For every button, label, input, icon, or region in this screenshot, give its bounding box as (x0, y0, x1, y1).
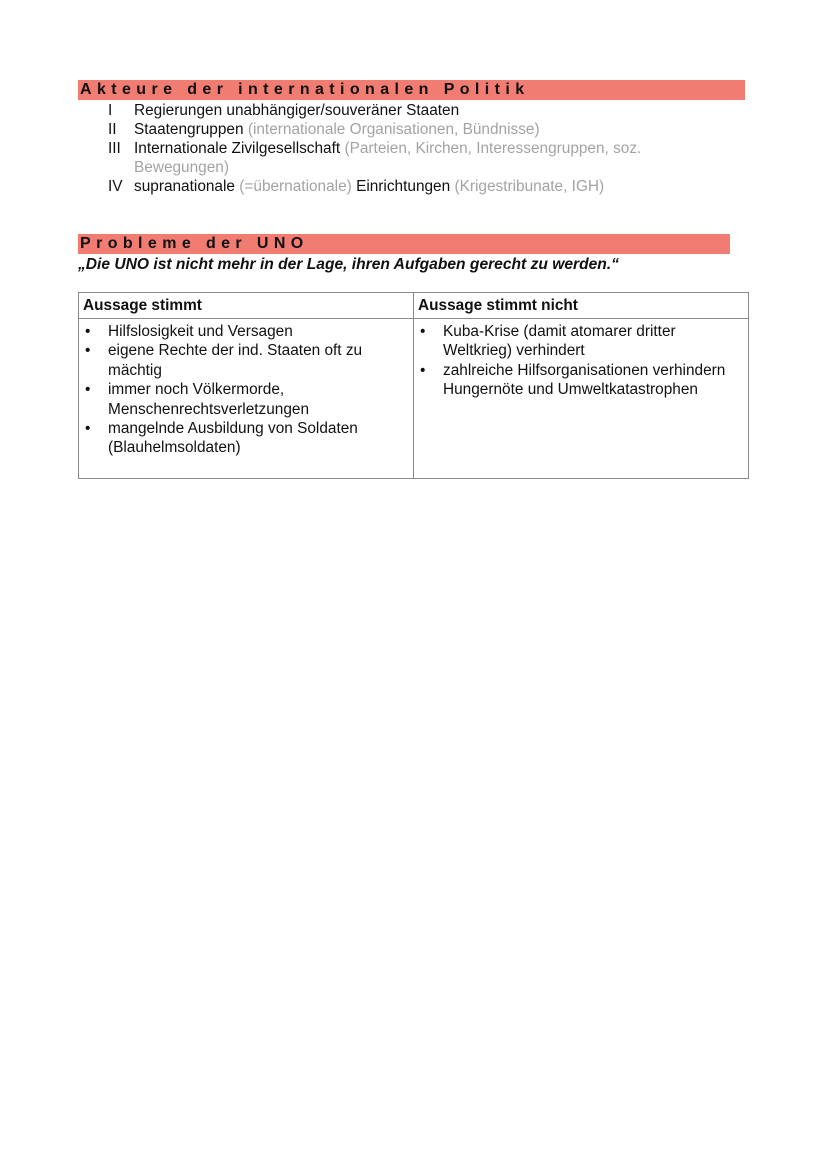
list-item (83, 322, 409, 341)
bullet-list (418, 322, 744, 400)
list-item (83, 341, 409, 380)
list-item-text: zahlreiche Hilfsorganisationen verhindern Hungernöte und Umweltkatastrophen (443, 361, 726, 399)
bullet-icon: • (85, 323, 91, 340)
roman-numeral: I (108, 102, 113, 119)
actor-main: Internationale Zivilgesellschaft (134, 140, 341, 157)
actor-item (96, 177, 716, 196)
actor-main: Regierungen unabhängiger/souveräner Staaten (134, 102, 460, 119)
bullet-icon: • (85, 381, 91, 399)
cell-aussage-stimmt-nicht (414, 319, 749, 479)
actor-text (134, 101, 716, 120)
roman-numeral: IV (108, 178, 123, 195)
list-item (83, 380, 409, 419)
table-header-row (79, 293, 749, 319)
roman-numeral: III (108, 140, 121, 157)
actor-note: (=übernationale) (239, 178, 352, 195)
bullet-icon: • (85, 342, 91, 360)
list-item-text: Kuba-Krise (damit atomarer dritter Weltkrieg) verhindert (443, 323, 676, 360)
statements-table (78, 292, 749, 479)
table-row (79, 319, 749, 479)
list-item-text: mangelnde Ausbildung von Soldaten (Blauhelmsoldaten) (108, 420, 358, 457)
uno-quote: „Die UNO ist nicht mehr in der Lage, ihren Aufgaben gerecht zu werden.“ (78, 256, 619, 273)
list-item (418, 361, 744, 400)
actor-note-2: (Krigestribunate, IGH) (454, 178, 605, 195)
actor-item (96, 101, 716, 120)
list-item (83, 419, 409, 458)
actor-text (134, 139, 716, 177)
cell-aussage-stimmt (79, 319, 414, 479)
bullet-list (83, 322, 409, 458)
list-item (418, 322, 744, 361)
header-aussage-stimmt: Aussage stimmt (79, 293, 414, 319)
actor-main-continued: Einrichtungen (356, 178, 451, 195)
section-heading-uno: Probleme der UNO (78, 234, 730, 254)
actor-text (134, 120, 716, 139)
actor-note: (Parteien, Kirchen, Interessengruppen, soz. Bewegungen) (134, 140, 642, 176)
bullet-icon: • (85, 420, 91, 438)
bullet-icon: • (420, 323, 426, 340)
actor-note: (internationale Organisationen, Bündnisse) (247, 121, 540, 138)
actor-item (96, 120, 716, 139)
roman-numeral: II (108, 121, 117, 138)
list-item-text: Hilfslosigkeit und Versagen (108, 323, 293, 340)
header-aussage-stimmt-nicht: Aussage stimmt nicht (414, 293, 749, 319)
actor-main: supranationale (134, 178, 235, 195)
actor-text (134, 177, 716, 196)
actor-main: Staatengruppen (134, 121, 244, 138)
list-item-text: immer noch Völkermorde, Menschenrechtsverletzungen (108, 381, 310, 418)
section-heading-akteure: Akteure der internationalen Politik (78, 80, 745, 100)
list-item-text: eigene Rechte der ind. Staaten oft zu mächtig (108, 342, 363, 379)
actor-item (96, 139, 716, 177)
bullet-icon: • (420, 361, 426, 379)
actor-list (96, 101, 716, 196)
